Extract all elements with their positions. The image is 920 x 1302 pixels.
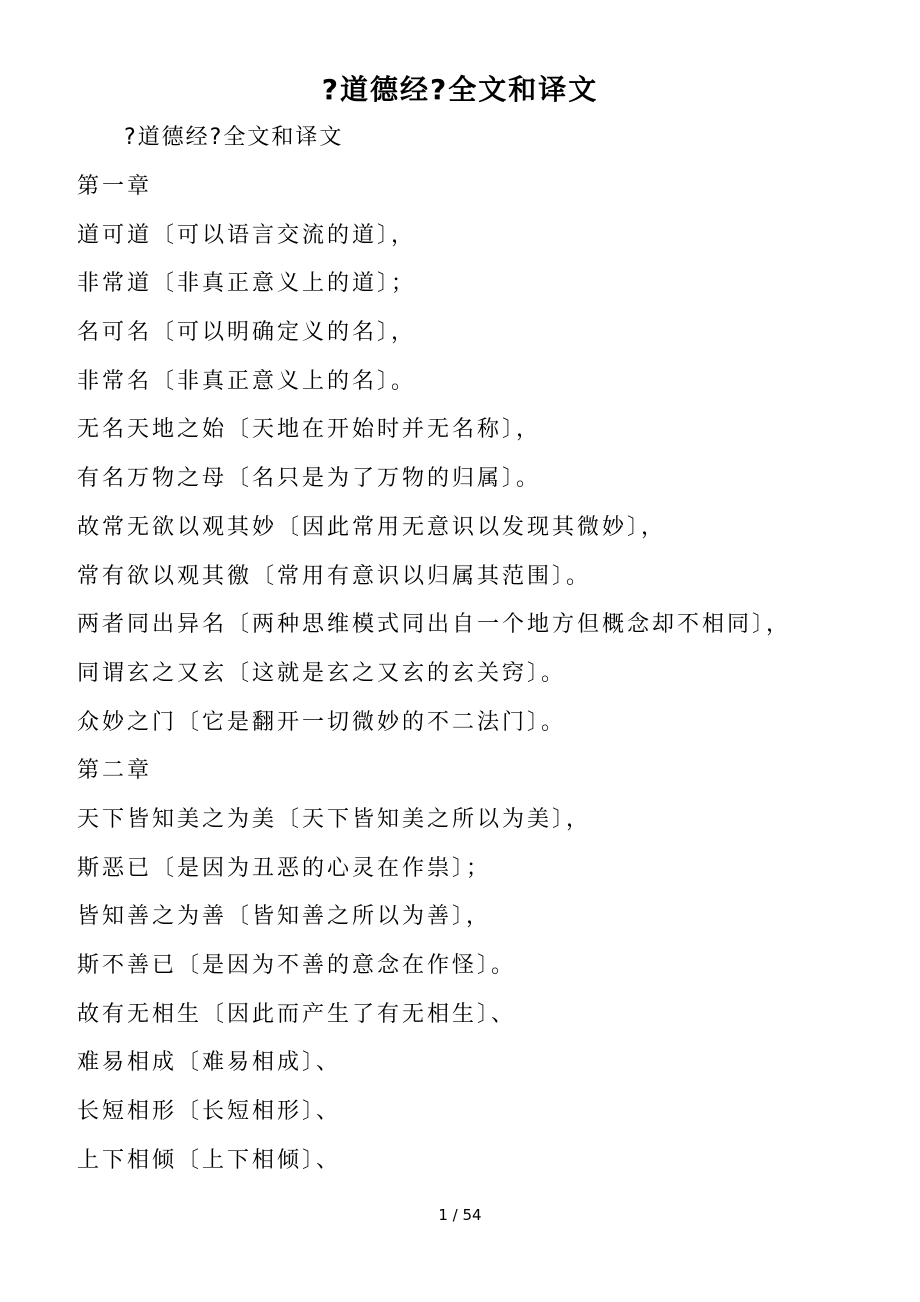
text-line: 同谓玄之又玄〔这就是玄之又玄的玄关窍〕。 <box>77 660 567 686</box>
text-line: 斯恶已〔是因为丑恶的心灵在作祟〕； <box>77 855 492 881</box>
text-line: 上下相倾〔上下相倾〕、 <box>77 1147 342 1173</box>
text-line: 非常道〔非真正意义上的道〕； <box>77 271 417 297</box>
page-number: 1 / 54 <box>438 1206 482 1224</box>
document-body <box>77 170 897 1192</box>
text-line: 长短相形〔长短相形〕、 <box>77 1099 342 1125</box>
text-line: 名可名〔可以明确定义的名〕， <box>77 320 417 346</box>
text-line: 道可道〔可以语言交流的道〕， <box>77 222 417 248</box>
text-line: 常有欲以观其徼〔常用有意识以归属其范围〕。 <box>77 563 592 589</box>
text-line: 故常无欲以观其妙〔因此常用无意识以发现其微妙〕， <box>77 514 667 540</box>
document-subtitle: ?道德经?全文和译文 <box>124 125 344 150</box>
text-line: 第一章 <box>77 174 153 199</box>
document-title: ?道德经?全文和译文 <box>321 73 599 106</box>
text-line: 斯不善已〔是因为不善的意念在作怪〕。 <box>77 953 517 978</box>
text-line: 非常名〔非真正意义上的名〕。 <box>77 368 417 394</box>
text-line: 无名天地之始〔天地在开始时并无名称〕， <box>77 417 542 443</box>
text-line: 难易相成〔难易相成〕、 <box>77 1050 342 1076</box>
text-line: 皆知善之为善〔皆知善之所以为善〕， <box>77 904 492 930</box>
text-line: 第二章 <box>77 758 153 784</box>
text-line: 两者同出异名〔两种思维模式同出自一个地方但概念却不相同〕， <box>77 612 792 638</box>
text-line: 有名万物之母〔名只是为了万物的归属〕。 <box>77 466 542 492</box>
text-line: 故有无相生〔因此而产生了有无相生〕、 <box>77 1001 517 1027</box>
text-line: 天下皆知美之为美〔天下皆知美之所以为美〕， <box>77 806 592 832</box>
text-line: 众妙之门〔它是翻开一切微妙的不二法门〕。 <box>77 709 567 735</box>
